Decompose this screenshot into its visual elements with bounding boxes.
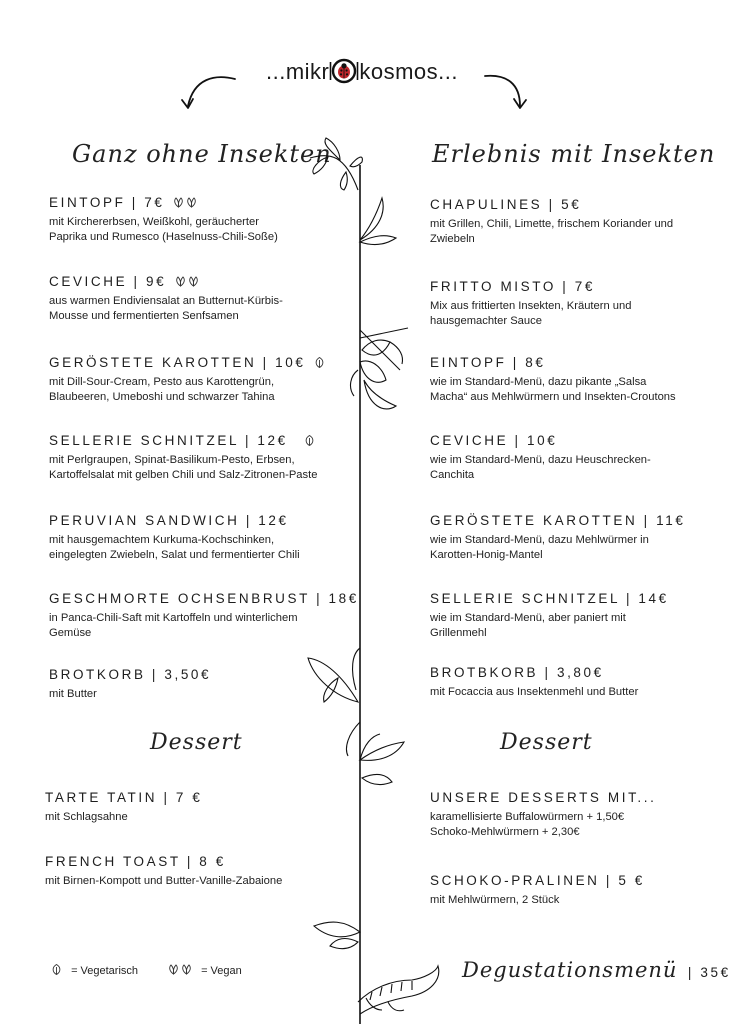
menu-item-schnitzel <box>49 433 317 483</box>
menu-item-desc-line: Paprika und Rumesco (Haselnuss-Chili-Soße) <box>49 231 278 243</box>
menu-item-desc-line: hausgemachter Sauce <box>430 315 542 327</box>
menu-item-desc-line: mit Mehlwürmern, 2 Stück <box>430 894 560 906</box>
menu-item-desc-line: Canchita <box>430 469 475 481</box>
menu-item-eintopf-insekten <box>430 355 676 405</box>
tasting-menu <box>462 958 731 982</box>
dessert-item-tarte <box>45 790 202 825</box>
dessert-title-right: Dessert <box>500 730 593 755</box>
arrow-right-icon <box>482 72 542 117</box>
menu-item-title: TARTE TATIN | 7 € <box>45 790 203 805</box>
menu-item-desc-line: wie im Standard-Menü, dazu pikante „Salsa <box>430 376 647 388</box>
menu-item-desc-line: Schoko-Mehlwürmern + 2,30€ <box>430 826 580 838</box>
menu-item-desc-line: wie im Standard-Menü, dazu Mehlwürmer in <box>430 534 649 546</box>
menu-item-ochsenbrust <box>49 591 359 641</box>
menu-item-desc-line: mit Focaccia aus Insektenmehl und Butter <box>430 686 639 698</box>
menu-item-title: BROTKORB | 3,50€ <box>49 667 212 682</box>
dessert-item-pralinen <box>430 873 645 908</box>
dessert-item-french-toast <box>45 854 282 889</box>
menu-item-title: GERÖSTETE KAROTTEN | 10€ <box>49 355 306 370</box>
menu-item-desc-line: mit Butter <box>49 688 97 700</box>
section-title-right: Erlebnis mit Insekten <box>432 140 716 168</box>
section-title-left: Ganz ohne Insekten <box>72 140 332 168</box>
menu-item-brotkorb <box>49 667 211 702</box>
menu-item-desc-line: Grillenmehl <box>430 627 487 639</box>
menu-item-desc-line: mit Dill-Sour-Cream, Pesto aus Karottengrün, <box>49 376 275 388</box>
menu-item-title: SELLERIE SCHNITZEL | 12€ <box>49 433 288 448</box>
tasting-menu-price: | 35€ <box>687 965 731 980</box>
menu-item-desc-line: Mousse und fermentierten Senfsamen <box>49 310 239 322</box>
menu-item-ceviche-insekten <box>430 433 651 483</box>
menu-item-desc-line: mit Kirchererbsen, Weißkohl, geräucherter <box>49 216 259 228</box>
menu-item-title: SCHOKO-PRALINEN | 5 € <box>430 873 645 888</box>
menu-item-desc-line: Mix aus frittierten Insekten, Kräutern und <box>430 300 632 312</box>
legend-vegan-label: = Vegan <box>201 965 242 977</box>
menu-item-title: FRITTO MISTO | 7€ <box>430 279 595 294</box>
legend-vegan <box>166 964 242 977</box>
menu-item-desc-line: aus warmen Endiviensalat an Butternut-Kürbis- <box>49 295 283 307</box>
menu-item-schnitzel-insekten <box>430 591 669 641</box>
menu-item-desc-line: Zwiebeln <box>430 233 475 245</box>
menu-item-fritto-misto <box>430 279 631 329</box>
menu-item-eintopf <box>49 195 278 245</box>
menu-item-desc-line: mit Birnen-Kompott und Butter-Vanille-Zabaione <box>45 875 283 887</box>
vegan-leaf-icon <box>175 275 186 286</box>
menu-item-chapulines <box>430 197 673 247</box>
dessert-item-unsere-desserts <box>430 790 656 840</box>
caterpillar-icon <box>358 966 439 1014</box>
menu-item-karotten-insekten <box>430 513 685 563</box>
grasshopper-icon <box>351 328 408 409</box>
tasting-menu-label: Degustationsmenü <box>462 958 678 982</box>
vegan-leaf-icon <box>168 964 179 975</box>
menu-item-desc-line: mit hausgemachtem Kurkuma-Kochschinken, <box>49 534 275 546</box>
menu-item-desc-line: mit Perlgraupen, Spinat-Basilikum-Pesto, Erbsen, <box>49 454 295 466</box>
menu-item-desc-line: mit Schlagsahne <box>45 811 128 823</box>
menu-item-desc-line: wie im Standard-Menü, dazu Heuschrecken- <box>430 454 651 466</box>
menu-item-desc-line: Kartoffelsalat mit gelben Chili und Salz-Zitronen-Paste <box>49 469 318 481</box>
menu-item-desc-line: mit Grillen, Chili, Limette, frischem Koriander und <box>430 218 674 230</box>
menu-item-desc-line: eingelegten Zwiebeln, Salat und fermentierter Chili <box>49 549 300 561</box>
dessert-title-left: Dessert <box>150 730 243 755</box>
vegan-leaf-icon <box>173 196 184 207</box>
menu-item-desc-line: in Panca-Chili-Saft mit Kartoffeln und winterlichem <box>49 612 298 624</box>
legend-vegetarian <box>49 964 138 977</box>
menu-item-desc-line: Karotten-Honig-Mantel <box>430 549 543 561</box>
menu-item-title: CEVICHE | 10€ <box>430 433 558 448</box>
vegetarian-leaf-icon <box>304 434 315 445</box>
menu-item-title: CEVICHE | 9€ <box>49 274 167 289</box>
brand-name-right: kosmos... <box>359 59 459 84</box>
menu-item-desc-line: Blaubeeren, Umeboshi und schwarzer Tahina <box>49 391 275 403</box>
menu-item-desc-line: Gemüse <box>49 627 92 639</box>
menu-item-desc-line: Macha“ aus Mehlwürmern und Insekten-Croutons <box>430 391 676 403</box>
vine-divider <box>300 130 420 1024</box>
vegan-leaf-icon <box>186 196 197 207</box>
vegetarian-leaf-icon <box>314 356 325 367</box>
menu-item-title: GESCHMORTE OCHSENBRUST | 18€ <box>49 591 359 606</box>
vegetarian-leaf-icon <box>51 964 62 975</box>
menu-item-ceviche <box>49 274 283 324</box>
menu-item-title: GERÖSTETE KAROTTEN | 11€ <box>430 513 686 528</box>
menu-item-title: EINTOPF | 7€ <box>49 195 165 210</box>
menu-item-title: EINTOPF | 8€ <box>430 355 546 370</box>
menu-item-desc-line: karamellisierte Buffalowürmern + 1,50€ <box>430 811 625 823</box>
brand-title <box>0 56 724 86</box>
menu-item-brotkorb-insekten <box>430 665 638 700</box>
menu-item-karotten <box>49 355 325 405</box>
menu-item-title: BROTBKORB | 3,80€ <box>430 665 604 680</box>
brand-name-left: ...mikr <box>265 59 330 84</box>
menu-item-sandwich <box>49 513 300 563</box>
vegan-leaf-icon <box>188 275 199 286</box>
vegan-leaf-icon <box>181 964 192 975</box>
menu-item-desc-line: wie im Standard-Menü, aber paniert mit <box>430 612 626 624</box>
menu-item-title: UNSERE DESSERTS MIT... <box>430 790 657 805</box>
ladybug-plate-icon <box>329 56 359 86</box>
menu-item-title: SELLERIE SCHNITZEL | 14€ <box>430 591 669 606</box>
menu-item-title: PERUVIAN SANDWICH | 12€ <box>49 513 289 528</box>
legend-vegetarian-label: = Vegetarisch <box>71 965 139 977</box>
menu-item-title: CHAPULINES | 5€ <box>430 197 582 212</box>
menu-item-title: FRENCH TOAST | 8 € <box>45 854 226 869</box>
arrow-left-icon <box>180 72 240 117</box>
